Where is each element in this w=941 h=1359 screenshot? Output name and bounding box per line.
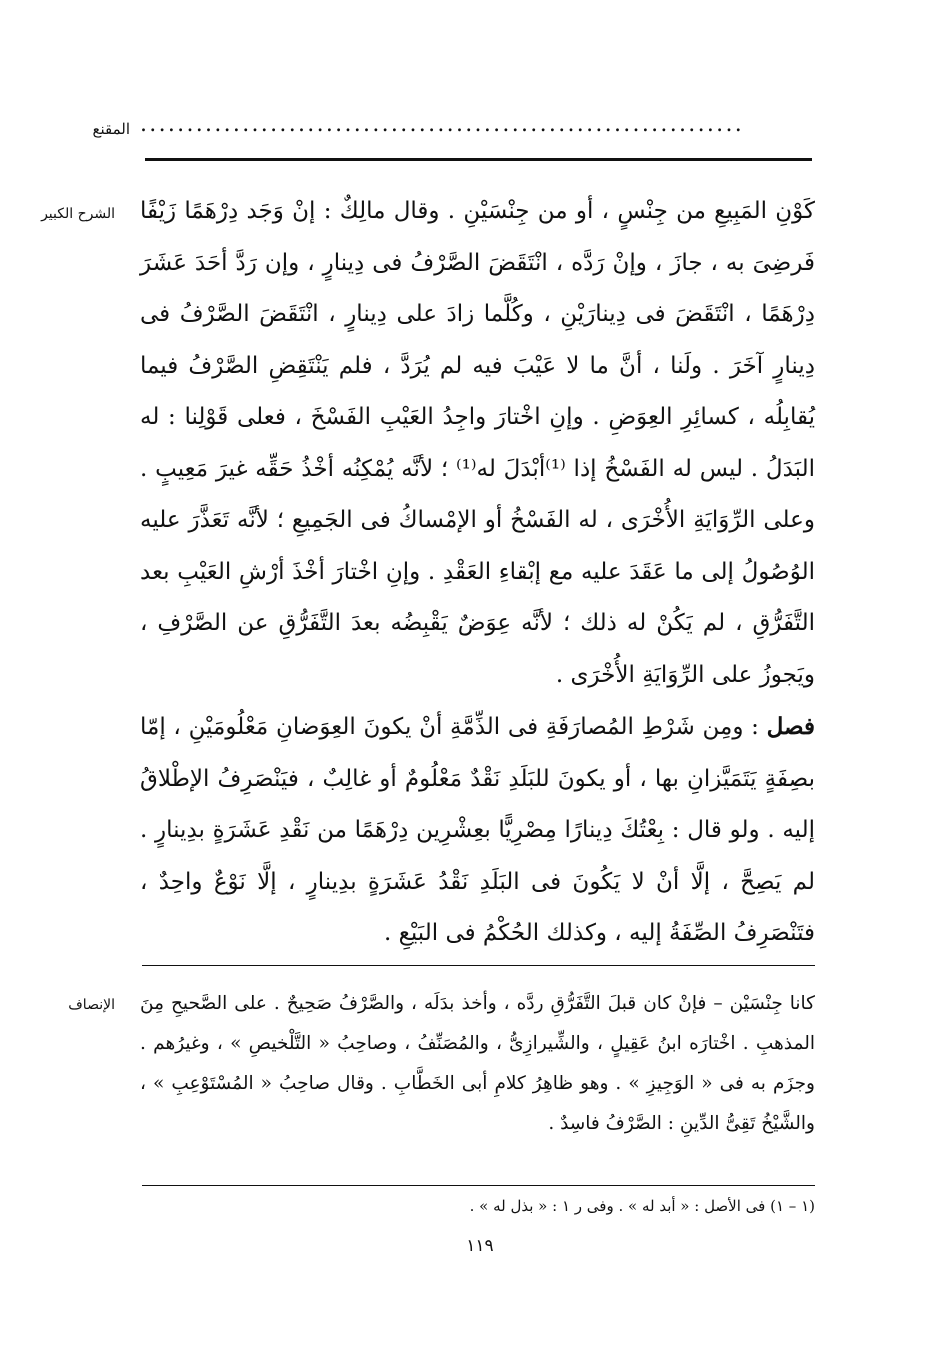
insaf-paragraph: كانا جِنْسَيْن – فإنْ كان قبلَ التَّفَرُّقِ ردَّه ، وأخذ بدَلَه ، والصَّرْفُ صَحِيحٌ . على الصَّحيحِ مِنَ المذهبِ . اخْتارَه ابنُ عَقِيلٍ ، والشِّيرازِىُّ ، والمُصَنِّفُ ، وصاحِبُ « التَّلْخيصِ » ، وغيرُهم . وجزَم به فى « الوَجِيزِ » . وهو ظاهِرُ كلامِ أبى الخَطَّابِ . وقال صاحِبُ « المُسْتَوْعِبِ » ، والشَّيْخُ تَقِىُّ الدِّينِ : الصَّرْفُ فاسِدٌ . bbox=[140, 993, 815, 1134]
sharh-kabir-text bbox=[140, 186, 815, 960]
main-paragraph-1: كَوْنِ المَبِيعِ من جِنْسٍ ، أو من جِنْسَيْنِ . وقال مالِكٌ : إنْ وَجَد دِرْهَمًا زَيْفًا فَرضِىَ به ، جازَ ، وإنْ رَدَّه ، انْتَقَضَ الصَّرْفُ فى دِينارٍ ، وإن رَدَّ أحَدَ عَشَرَ دِرْهَمًا ، انْتَقَضَ فى دِينارَيْنِ ، وكُلَّما زادَ على دِينارٍ ، انْتَقَضَ الصَّرْفُ فى دِينارٍ آخَرَ . ولَنا ، أنَّ ما لا عَيْبَ فيه لم يُرَدَّ ، فلم يَنْتَقِضِ الصَّرْفُ فيما يُقابِلُه ، كسائِرِ العِوَضِ . وإنِ اخْتارَ واجِدُ العَيْبِ الفَسْخَ ، فعلى قَوْلِنا : له البَدَلُ . ليس له الفَسْخُ إذا ⁽¹⁾أبْدَلَ له⁽¹⁾ ؛ لأنَّه يُمْكِنُه أخْذُ حَقِّه غيرَ مَعِيبٍ . وعلى الرِّوَايَةِ الأُخْرَى ، له الفَسْخُ أو الإمْساكُ فى الجَمِيعِ ؛ لأنَّه تَعَذَّرَ عليه الوُصُولُ إلى ما عَقَدَ عليه مع إبْقاءِ العَقْدِ . وإنِ اخْتارَ أخْذَ أرْشِ العَيْبِ بعد التَّفَرُّقِ ، لم يَكُنْ له ذلك ؛ لأنَّه عِوَضٌ يَقْبِضُه بعدَ التَّفَرُّقِ عن الصَّرْفِ ، ويَجوزُ على الرِّوَايَةِ الأُخْرَى . bbox=[140, 198, 815, 688]
page-number: ١١٩ bbox=[466, 1236, 494, 1256]
fasl-heading: فصل bbox=[766, 713, 815, 740]
header-dotted-leader: ................................................................. bbox=[140, 114, 745, 136]
book-title: المقنع bbox=[92, 120, 130, 138]
header-rule bbox=[145, 158, 812, 161]
main-paragraph-2 bbox=[140, 701, 815, 960]
footnote-divider bbox=[142, 1185, 815, 1186]
section-divider bbox=[142, 965, 815, 966]
fasl-body: : ومِن شَرْطِ المُصارَفَةِ فى الذِّمَّةِ أنْ يكونَ العِوَضانِ مَعْلُومَيْنِ ، إمّا بصِفَةٍ يَتَمَيَّزانِ بها ، أو يكونَ للبَلَدِ نَقْدٌ مَعْلُومٌ أو غالِبٌ ، فيَنْصَرِفُ الإطْلاقُ إليه . ولو قال : بِعْتُكَ دِينارًا مِصْرِيًّا بعِشْرِين دِرْهَمًا من نَقْدِ عَشَرَةٍ بدِينارٍ . لم يَصِحَّ ، إلَّا أنْ لا يَكُونَ فى البَلَدِ نَقْدُ عَشَرَةٍ بدِينارٍ ، إلَّا نَوْعٌ واحِدٌ ، فتَنْصَرِفُ الصِّفَةُ إليه ، وكذلك الحُكْمُ فى البَيْعِ . bbox=[140, 714, 815, 946]
insaf-label: الإنصاف bbox=[68, 997, 115, 1013]
sharh-kabir-label: الشرح الكبير bbox=[41, 206, 115, 222]
insaf-text bbox=[140, 984, 815, 1144]
footnote: (١ – ١) فى الأصل : « أبد له » . وفى ر ١ : « بذل له » . bbox=[469, 1197, 815, 1215]
